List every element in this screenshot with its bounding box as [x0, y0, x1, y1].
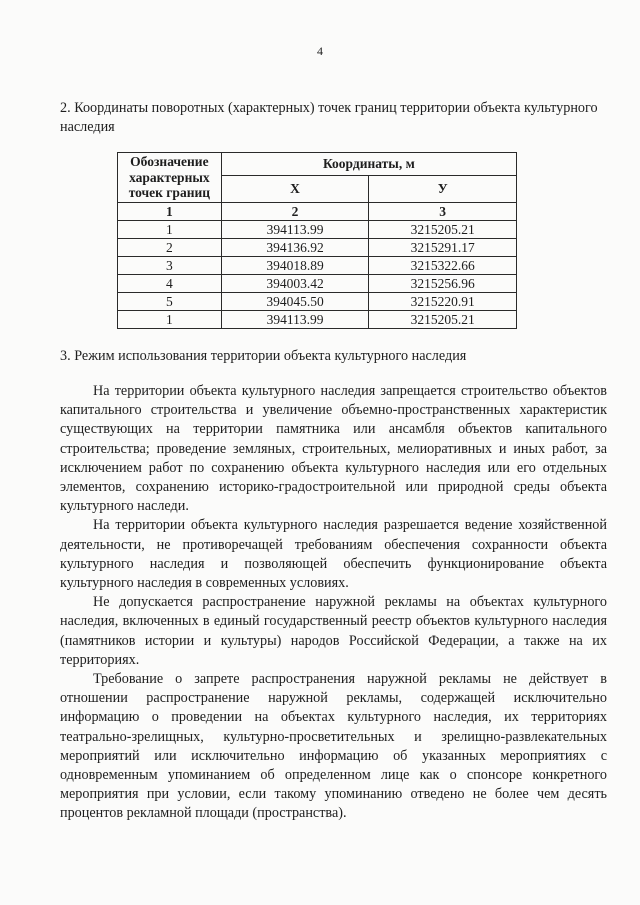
y-cell: 3215220.91: [369, 293, 517, 311]
point-cell: 3: [118, 257, 222, 275]
header-coordinates: Координаты, м: [221, 153, 516, 176]
column-number-2: 2: [221, 203, 369, 221]
table-row: [118, 257, 517, 275]
section-3-title: 3. Режим использования территории объекта культурного наследия: [60, 348, 467, 364]
point-cell: 5: [118, 293, 222, 311]
header-y: У: [369, 176, 517, 203]
column-number-3: 3: [369, 203, 517, 221]
coordinates-table: [117, 152, 517, 329]
point-cell: 1: [118, 221, 222, 239]
x-cell: 394018.89: [221, 257, 369, 275]
table-row: [118, 221, 517, 239]
table-row: [118, 293, 517, 311]
y-cell: 3215322.66: [369, 257, 517, 275]
point-cell: 4: [118, 275, 222, 293]
paragraph: Требование о запрете распространения наружной рекламы не действует в отношении распространение наружной рекламы, содержащей исключительно информацию о проведении на объектах культурного наследия, их территориях театрально-зрелищных, культурно-просветительных и зрелищно-развлекательных мероприятий или исключительно информацию об указанных мероприятиях с одновременным упоминанием об определенном лице как о спонсоре конкретного мероприятия при условии, если такому упоминанию отведено не более чем десять процентов рекламной площади (пространства).: [60, 671, 607, 822]
header-point-designation: Обозначение характерных точек границ: [118, 153, 222, 203]
x-cell: 394136.92: [221, 239, 369, 257]
page-number: 4: [317, 44, 323, 58]
table-row: [118, 311, 517, 329]
y-cell: 3215256.96: [369, 275, 517, 293]
point-cell: 2: [118, 239, 222, 257]
x-cell: 394003.42: [221, 275, 369, 293]
section-3-body: [60, 382, 607, 824]
point-cell: 1: [118, 311, 222, 329]
paragraph: Не допускается распространение наружной рекламы на объектах культурного наследия, включенных в единый государственный реестр объектов культурного наследия (памятников истории и культуры) народов Российской Федерации, а также на их территориях.: [60, 594, 607, 668]
table-row: [118, 239, 517, 257]
section-2-title: 2. Координаты поворотных (характерных) точек границ территории объекта культурного наследия: [60, 100, 598, 135]
header-x: Х: [221, 176, 369, 203]
paragraph: На территории объекта культурного наследия разрешается ведение хозяйственной деятельности, не противоречащей требованиям обеспечения сохранности объекта культурного наследия и позволяющей обеспечить функционирование объекта культурного наследия в современных условиях.: [60, 517, 607, 592]
y-cell: 3215205.21: [369, 221, 517, 239]
y-cell: 3215291.17: [369, 239, 517, 257]
x-cell: 394113.99: [221, 221, 369, 239]
paragraph: На территории объекта культурного наследия запрещается строительство объектов капитального строительства и увеличение объемно-пространственных характеристик существующих на территории памятника или ансамбля объектов капитального строительства; проведение земляных, строительных, мелиоративных и иных работ, за исключением работ по сохранению объекта культурного наследия или его отдельных элементов, сохранению историко-градостроительной или природной среды объекта культурного наследи.: [60, 383, 607, 515]
y-cell: 3215205.21: [369, 311, 517, 329]
table-row: [118, 275, 517, 293]
x-cell: 394113.99: [221, 311, 369, 329]
column-number-1: 1: [118, 203, 222, 221]
x-cell: 394045.50: [221, 293, 369, 311]
